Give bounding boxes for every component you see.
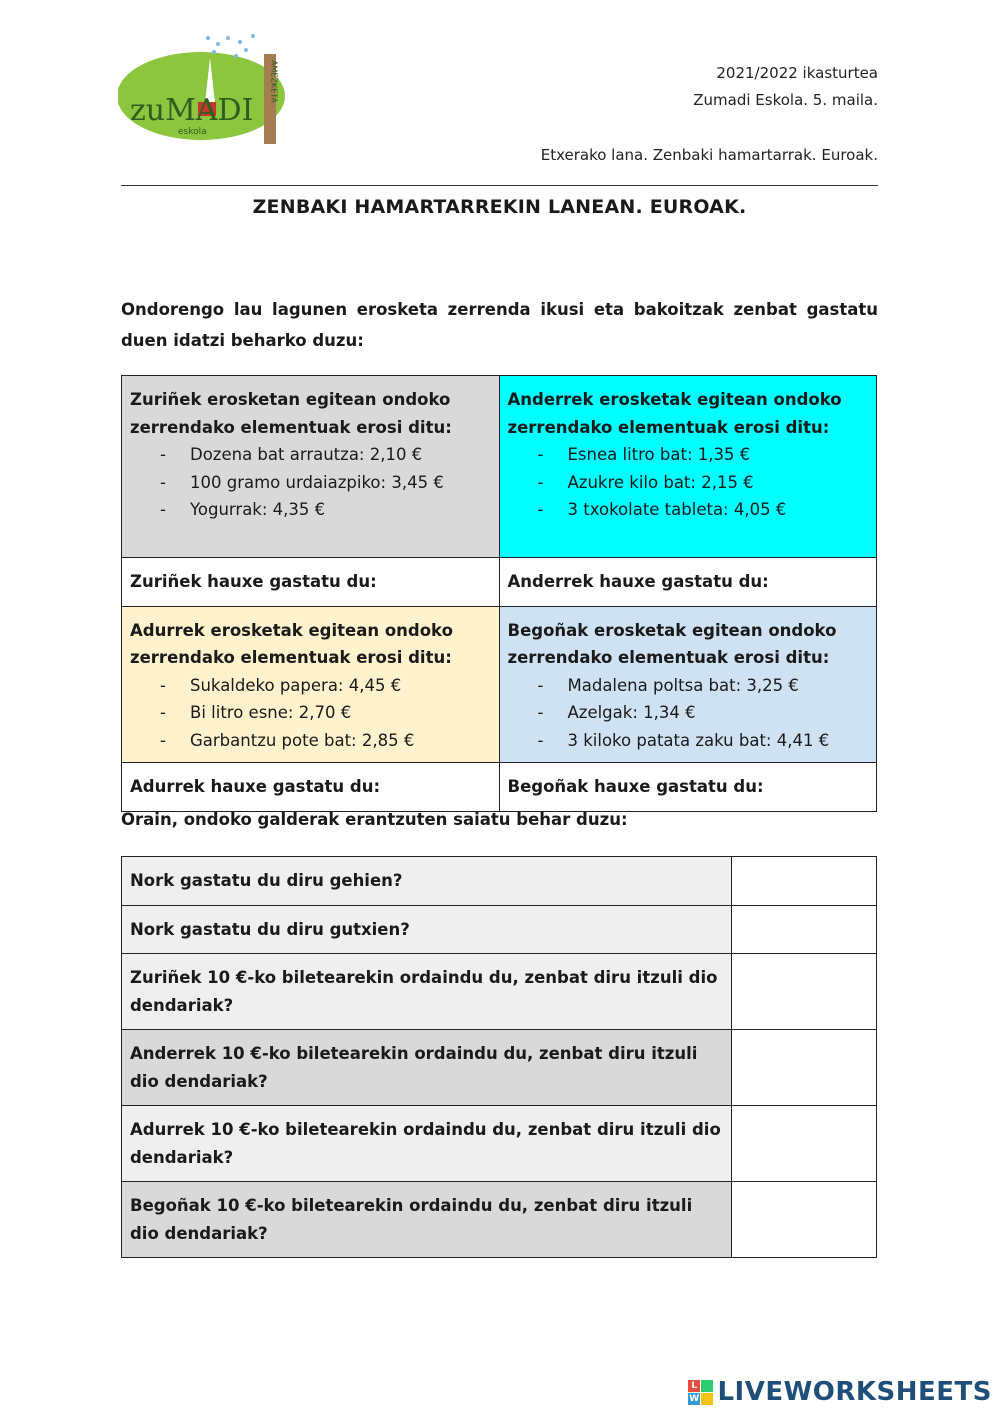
list-item: - 3 kiloko patata zaku bat: 4,41 € bbox=[537, 730, 830, 750]
shopper-title: Adurrek erosketak egitean ondoko zerrendako elementuak erosi ditu: bbox=[130, 620, 453, 667]
list-item: - Esnea litro bat: 1,35 € bbox=[537, 445, 751, 464]
logo-subtext: eskola bbox=[178, 127, 207, 137]
total-input-ander[interactable]: Anderrek hauxe gastatu du: bbox=[499, 558, 877, 607]
list-item: - 3 txokolate tableta: 4,05 € bbox=[537, 500, 787, 519]
liveworksheets-brand: LIVEWORKSHEETS bbox=[717, 1377, 992, 1407]
intro-text: Ondorengo lau lagunen erosketa zerrenda ikusi eta bakoitzak zenbat gastatu duen idatzi beharko duzu: bbox=[121, 300, 878, 350]
school-grade: Zumadi Eskola. 5. maila. bbox=[693, 91, 878, 109]
table-row bbox=[122, 1030, 877, 1106]
list-item: - Azelgak: 1,34 € bbox=[537, 703, 696, 722]
shopper-title: Zuriñek erosketan egitean ondoko zerrendako elementuak erosi ditu: bbox=[130, 390, 452, 437]
shopper-card-begona bbox=[499, 606, 877, 763]
list-item: - Garbantzu pote bat: 2,85 € bbox=[160, 730, 415, 750]
shopping-table bbox=[121, 375, 877, 812]
worksheet-subject: Etxerako lana. Zenbaki hamartarrak. Euroak. bbox=[540, 146, 878, 164]
questions-table bbox=[121, 856, 877, 1258]
table-row bbox=[122, 905, 877, 954]
shopper-title: Begoñak erosketak egitean ondoko zerrendako elementuak erosi ditu: bbox=[507, 620, 837, 667]
answer-input[interactable] bbox=[732, 1106, 877, 1182]
page-title: ZENBAKI HAMARTARREKIN LANEAN. EUROAK. bbox=[252, 196, 747, 218]
table-row bbox=[122, 954, 877, 1030]
header-info bbox=[541, 60, 878, 169]
school-year: 2021/2022 ikasturtea bbox=[716, 64, 878, 82]
shopper-card-adur bbox=[122, 606, 500, 763]
liveworksheets-icon: L W bbox=[688, 1380, 713, 1405]
question-text: Begoñak 10 €-ko biletearekin ordaindu du, zenbat diru itzuli dio dendariak? bbox=[122, 1182, 732, 1258]
table-row bbox=[122, 1106, 877, 1182]
shopper-card-ander bbox=[499, 376, 877, 558]
question-text: Anderrek 10 €-ko biletearekin ordaindu du, zenbat diru itzuli dio dendariak? bbox=[122, 1030, 732, 1106]
question-text: Adurrek 10 €-ko biletearekin ordaindu du, zenbat diru itzuli dio dendariak? bbox=[122, 1106, 732, 1182]
total-input-zurine[interactable]: Zuriñek hauxe gastatu du: bbox=[122, 558, 500, 607]
shopping-row bbox=[122, 376, 877, 558]
shopper-card-zurine bbox=[122, 376, 500, 558]
question-text: Nork gastatu du diru gehien? bbox=[122, 857, 732, 906]
question-text: Nork gastatu du diru gutxien? bbox=[122, 905, 732, 954]
answer-input[interactable] bbox=[732, 1030, 877, 1106]
shopper-title: Anderrek erosketak egitean ondoko zerrendako elementuak erosi ditu: bbox=[507, 390, 842, 437]
answer-input[interactable] bbox=[732, 857, 877, 906]
question-text: Zuriñek 10 €-ko biletearekin ordaindu du, zenbat diru itzuli dio dendariak? bbox=[122, 954, 732, 1030]
liveworksheets-logo[interactable] bbox=[688, 1377, 992, 1407]
header-divider bbox=[121, 185, 878, 186]
answer-input[interactable] bbox=[732, 905, 877, 954]
total-input-begona[interactable]: Begoñak hauxe gastatu du: bbox=[499, 763, 877, 812]
list-item: - Bi litro esne: 2,70 € bbox=[160, 703, 352, 722]
table-row bbox=[122, 1182, 877, 1258]
shopping-row bbox=[122, 606, 877, 763]
school-logo bbox=[118, 30, 298, 148]
logo-side-text: AMEZKETA bbox=[269, 60, 279, 103]
questions-lead: Orain, ondoko galderak erantzuten saiatu behar duzu: bbox=[121, 810, 628, 829]
answer-input[interactable] bbox=[732, 1182, 877, 1258]
list-item: - Sukaldeko papera: 4,45 € bbox=[160, 675, 402, 695]
total-row bbox=[122, 763, 877, 812]
list-item: - 100 gramo urdaiazpiko: 3,45 € bbox=[160, 472, 444, 492]
list-item: - Yogurrak: 4,35 € bbox=[160, 500, 326, 519]
total-row bbox=[122, 558, 877, 607]
logo-text: zuMADI bbox=[130, 93, 254, 128]
list-item: - Dozena bat arrautza: 2,10 € bbox=[160, 445, 423, 464]
total-input-adur[interactable]: Adurrek hauxe gastatu du: bbox=[122, 763, 500, 812]
table-row bbox=[122, 857, 877, 906]
answer-input[interactable] bbox=[732, 954, 877, 1030]
list-item: - Madalena poltsa bat: 3,25 € bbox=[537, 675, 799, 695]
list-item: - Azukre kilo bat: 2,15 € bbox=[537, 472, 754, 492]
